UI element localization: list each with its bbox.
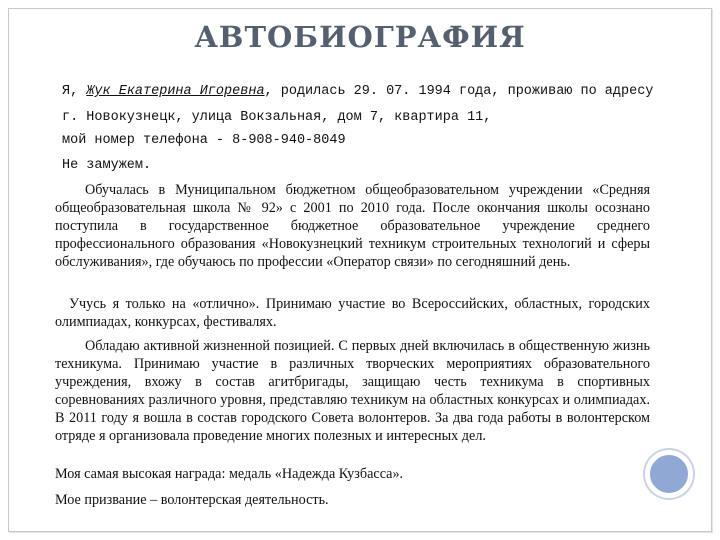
achievements-paragraph: Учусь я только на «отлично». Принимаю участие во Всероссийских, областных, городских олимпиадах, конкурсах, фестивалях. — [55, 296, 650, 330]
author-name: Жук Екатерина Игоревна — [86, 84, 265, 99]
phone-line: мой номер телефона - 8-908-940-8049 — [62, 133, 346, 148]
education-paragraph: Обучалась в Муниципальном бюджетном общеобразовательном учреждении «Средняя общеобразовательная школа № 92» с 2001 по 2010 года. После окончания школы осознано поступила в государственное бюджетное образовательное учреждение среднего профессионального образования «Новокузнецкий техникум строительных технологий и сферы обслуживания», где обучаюсь по профессии «Оператор связи» по сегодняшний день. — [55, 182, 650, 270]
activity-paragraph: Обладаю активной жизненной позицией. С первых дней включилась в общественную жизнь техникума. Принимаю участие в различных творческих мероприятиях образовательного учреждения, вхожу в состав агитбригады, защищаю честь техникума в спортивных соревнованиях различного уровня, представляю техникум на областных конкурсах и олимпиадах. В 2011 году я вошла в состав городского Совета волонтеров. За два года работы в волонтерском отряде я организовала проведение многих полезных и интересных дел. — [55, 338, 650, 444]
marital-status: Не замужем. — [62, 158, 152, 173]
calling-line: Мое призвание – волонтерская деятельность. — [55, 492, 329, 508]
intro-line — [62, 84, 653, 99]
page-title: АВТОБИОГРАФИЯ — [194, 20, 526, 54]
decorative-circle — [645, 450, 693, 498]
address-line: г. Новокузнецк, улица Вокзальная, дом 7, квартира 11, — [62, 110, 492, 125]
intro-prefix: Я, — [62, 84, 87, 99]
award-line: Моя самая высокая награда: медаль «Надежда Кузбасса». — [55, 466, 404, 482]
intro-suffix: , родилась 29. 07. 1994 года, проживаю по адресу — [264, 84, 654, 99]
